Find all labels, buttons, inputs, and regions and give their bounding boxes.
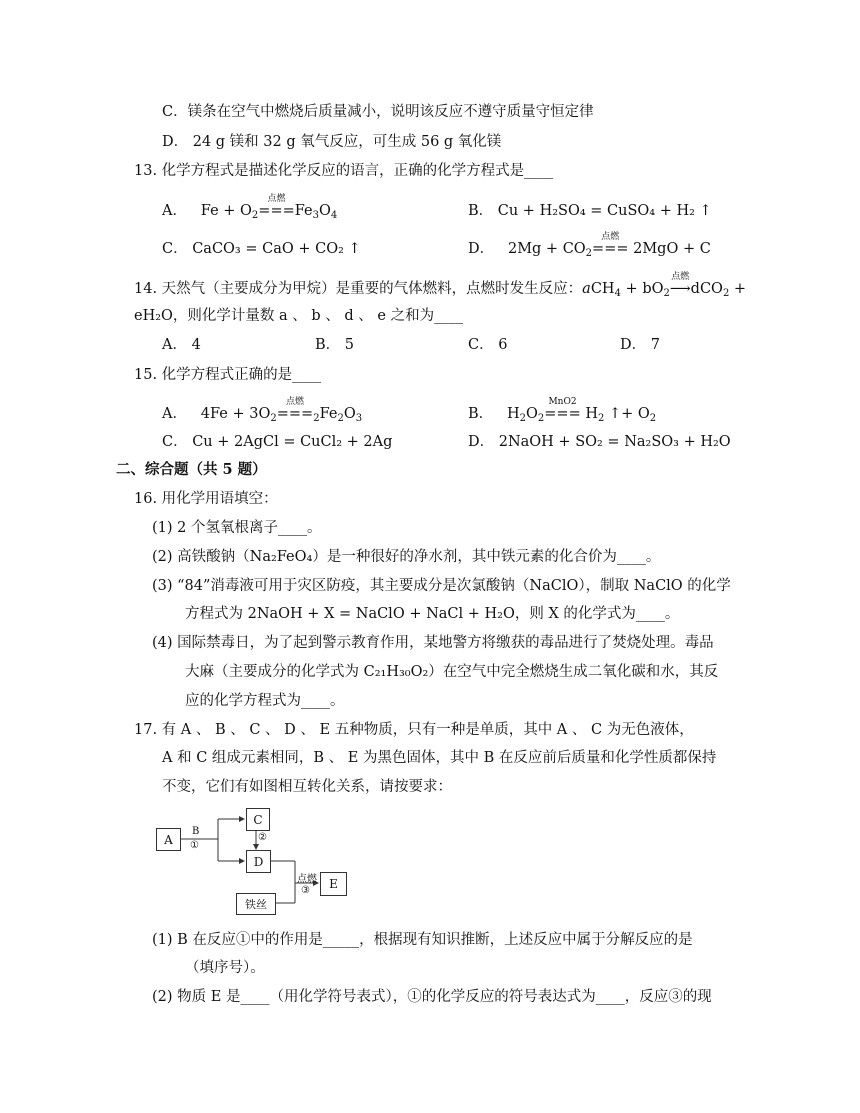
q12-option-c: C．镁条在空气中燃烧后质量减小，说明该反应不遵守质量守恒定律 [162, 104, 594, 120]
node-d: D [246, 850, 271, 873]
node-e: E [320, 872, 347, 896]
q13-option-d: D． $2Mg + CO_2===$ 点燃 2MgO + C [468, 239, 711, 264]
q14-stem-line2: eH₂O，则化学计量数 a 、 b 、 d 、 e 之和为____ [134, 308, 464, 324]
q15-option-a: A． $4Fe + 3O_2===$ 点燃 $_2Fe_2O_3$ [162, 404, 362, 429]
q14-option-c: C． 6 [468, 337, 508, 353]
q13-option-a: A． $Fe + O_2===$ 点燃 $Fe_3O_4$ [162, 201, 337, 226]
label-ignite: 点燃 [297, 874, 317, 885]
q13-stem: 13. 化学方程式是描述化学反应的语言，正确的化学方程式是____ [134, 163, 554, 179]
q14-option-d: D． 7 [620, 337, 660, 353]
q17-stem-line2: A 和 C 组成元素相同，B 、 E 为黑色固体，其中 B 在反应前后质量和化学性质都保持 [162, 750, 717, 766]
label-b: B [192, 826, 200, 837]
q16-stem: 16. 用化学用语填空： [134, 491, 278, 507]
node-c: C [246, 808, 270, 831]
q15-option-b: B． $H_2O_2===$ MnO2 $H_2$ ↑+ $O_2$ [468, 404, 656, 429]
q16-sub-4-line3: 应的化学方程式为____。 [185, 693, 345, 709]
reaction-condition: MnO2 [548, 397, 577, 407]
option-label: D． [468, 241, 495, 257]
q12-option-d: D． 24 g 镁和 32 g 氧气反应，可生成 56 g 氧化镁 [162, 134, 502, 150]
reaction-condition: 点燃 [285, 397, 304, 407]
q15-stem: 15. 化学方程式正确的是____ [134, 367, 322, 383]
option-label: B． [468, 406, 494, 422]
label-step-3: ③ [301, 885, 310, 896]
q13-option-c: C． CaCO₃ = CaO + CO₂ ↑ [162, 241, 361, 257]
q17-stem-line1: 17. 有 A 、 B 、 C 、 D 、 E 五种物质，只有一种是单质，其中 A 、 C 为无色液体， [134, 722, 694, 738]
q15-option-d: D． 2NaOH + SO₂ = Na₂SO₃ + H₂O [468, 434, 731, 450]
q17-sub-2-line1: (2) 物质 E 是____（用化学符号表式），①的化学反应的符号表达式为____，反应③的现 [152, 989, 712, 1005]
q14-stem-text: 14. 天然气（主要成分为甲烷）是重要的气体燃料，点燃时发生反应： [134, 281, 583, 297]
option-label: A． [162, 203, 187, 219]
q17-stem-line3: 不变，它们有如图相互转化关系，请按要求： [162, 779, 452, 795]
q15-option-c: C． Cu + 2AgCl = CuCl₂ + 2Ag [162, 434, 393, 450]
q16-sub-1: (1) 2 个氢氧根离子____。 [152, 520, 322, 536]
q17-sub-1-line1: (1) B 在反应①中的作用是_____，根据现有知识推断，上述反应中属于分解反应的是 [152, 932, 693, 948]
q16-sub-4-line2: 大麻（主要成分的化学式为 C₂₁H₃₀O₂）在空气中完全燃烧生成二氧化碳和水，其反 [185, 664, 719, 680]
q16-sub-4-line1: (4) 国际禁毒日，为了起到警示教育作用，某地警方将缴获的毒品进行了焚烧处理。毒品 [152, 635, 714, 651]
option-label: A． [162, 406, 187, 422]
q16-sub-3-line1: (3) “84”消毒液可用于灾区防疫，其主要成分是次氯酸钠（NaClO），制取 NaClO 的化学 [152, 578, 731, 594]
section-title: 二、综合题（共 5 题） [116, 461, 267, 478]
label-step-1: ① [190, 840, 199, 851]
node-iron-wire: 铁丝 [236, 893, 276, 915]
reaction-condition: 点燃 [671, 272, 690, 282]
q17-sub-1-line2: （填序号）。 [185, 960, 265, 976]
q16-sub-3-line2: 方程式为 2NaOH + X = NaClO + NaCl + H₂O，则 X 的化学式为____。 [185, 606, 680, 622]
node-a: A [156, 828, 181, 851]
q14-stem-line1: 14. 天然气（主要成分为甲烷）是重要的气体燃料，点燃时发生反应：$aCH_4 + bO_2⟶$ 点燃 dCO$_2$ + [134, 279, 746, 304]
q14-option-b: B． 5 [315, 337, 354, 353]
reaction-condition: 点燃 [601, 232, 620, 242]
q14-option-a: A． 4 [162, 337, 201, 353]
reaction-condition: 点燃 [267, 194, 286, 204]
label-step-2: ② [258, 832, 267, 843]
q16-sub-2: (2) 高铁酸钠（Na₂FeO₄）是一种很好的净水剂，其中铁元素的化合价为____。 [152, 549, 661, 565]
q13-option-b: B． Cu + H₂SO₄ = CuSO₄ + H₂ ↑ [468, 203, 712, 219]
